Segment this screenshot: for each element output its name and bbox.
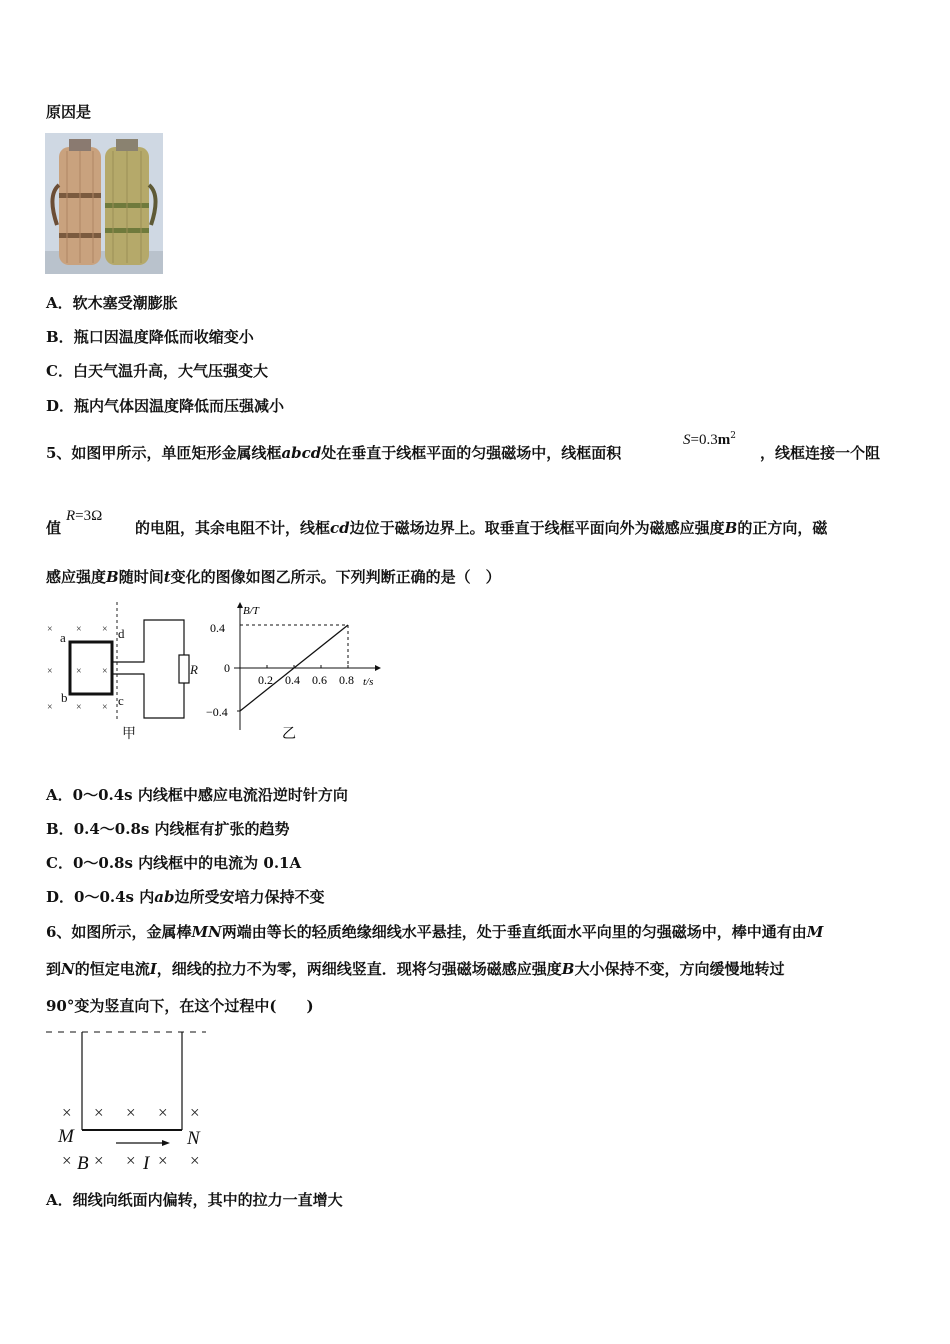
y-axis-label: B/T — [243, 605, 259, 617]
field-cross: × — [102, 624, 108, 635]
q5-option-c: C．0～0.8s 内线框中的电流为 0.1A — [46, 854, 302, 872]
field-cross: × — [126, 1103, 136, 1122]
label-b: B — [77, 1153, 89, 1174]
label-i: I — [143, 1153, 150, 1174]
label-resistor: R — [190, 662, 198, 677]
field-cross: × — [47, 666, 53, 677]
q5-option-b: B．0.4～0.8s 内线框有扩张的趋势 — [46, 820, 290, 838]
q5-figure-bt-graph — [200, 600, 385, 745]
q4-option-b: B．瓶口因温度降低而收缩变小 — [46, 328, 254, 346]
x-tick-label: 0.8 — [339, 673, 354, 687]
q4-option-d: D．瓶内气体因温度降低而压强减小 — [46, 397, 285, 415]
x-tick-label: 0.6 — [312, 673, 327, 687]
caption-jia: 甲 — [122, 727, 136, 742]
y-tick-top: 0.4 — [210, 621, 225, 635]
field-cross: × — [62, 1151, 72, 1170]
field-cross: × — [158, 1151, 168, 1170]
q5-option-a: A．0～0.4s 内线框中感应电流沿逆时针方向 — [46, 786, 348, 804]
q5-figure-circuit — [44, 600, 204, 745]
field-cross: × — [126, 1151, 136, 1170]
label-a: a — [60, 630, 66, 645]
y-tick-bottom: −0.4 — [206, 705, 228, 719]
field-cross: × — [94, 1151, 104, 1170]
q5-line-1: 5、如图甲所示，单匝矩形金属线框abcd处在垂直于线框平面的匀强磁场中，线框面积 — [46, 444, 622, 462]
q4-stem-tail: 原因是 — [46, 103, 92, 121]
field-cross: × — [62, 1103, 72, 1122]
q4-option-a: A．软木塞受潮膨胀 — [46, 294, 178, 312]
caption-yi: 乙 — [282, 727, 296, 742]
thermos-bottles-image — [45, 133, 163, 274]
q5-line-2: 值 的电阻，其余电阻不计，线框cd边位于磁场边界上。取垂直于线框平面向外为磁感应强度B的正方向，磁 — [46, 519, 828, 537]
y-tick-zero: 0 — [224, 661, 230, 675]
label-d: d — [118, 626, 125, 641]
q5-line-3: 感应强度B随时间t变化的图像如图乙所示。下列判断正确的是（ ） — [46, 568, 501, 586]
field-cross: × — [102, 666, 108, 677]
field-cross: × — [47, 702, 53, 713]
q6-line-1: 6、如图所示，金属棒MN两端由等长的轻质绝缘细线水平悬挂，处于垂直纸面水平向里的匀强磁场中，棒中通有由M — [46, 923, 824, 941]
field-cross: × — [158, 1103, 168, 1122]
field-cross: × — [190, 1151, 200, 1170]
field-cross: × — [94, 1103, 104, 1122]
x-axis-label: t/s — [363, 676, 374, 688]
x-tick-label: 0.2 — [258, 673, 273, 687]
q5-option-d: D．0～0.4s 内ab边所受安培力保持不变 — [46, 888, 325, 906]
label-c: c — [118, 693, 124, 708]
q4-option-c: C．白天气温升高，大气压强变大 — [46, 362, 268, 380]
q6-line-3: 90°变为竖直向下，在这个过程中( ) — [46, 997, 314, 1015]
label-b: b — [61, 690, 68, 705]
field-cross: × — [76, 666, 82, 677]
q6-option-a: A．细线向纸面内偏转，其中的拉力一直增大 — [46, 1191, 343, 1209]
field-cross: × — [76, 624, 82, 635]
field-cross: × — [47, 624, 53, 635]
field-cross: × — [102, 702, 108, 713]
q5-line-1-tail: ，线框连接一个阻 — [760, 444, 881, 462]
q5-resistance-formula: R=3Ω — [66, 508, 103, 524]
label-m: M — [58, 1126, 74, 1147]
x-tick-label: 0.4 — [285, 673, 300, 687]
label-n: N — [187, 1128, 200, 1149]
q6-line-2: 到N的恒定电流I，细线的拉力不为零，两细线竖直．现将匀强磁场磁感应强度B大小保持不变，方向缓慢地转过 — [46, 960, 785, 978]
field-cross: × — [76, 702, 82, 713]
q6-figure-rod — [44, 1024, 214, 1179]
q5-area-formula: $S=0.3m^2$ — [683, 431, 736, 448]
field-cross: × — [190, 1103, 200, 1122]
x-axis-arrow — [375, 665, 381, 671]
